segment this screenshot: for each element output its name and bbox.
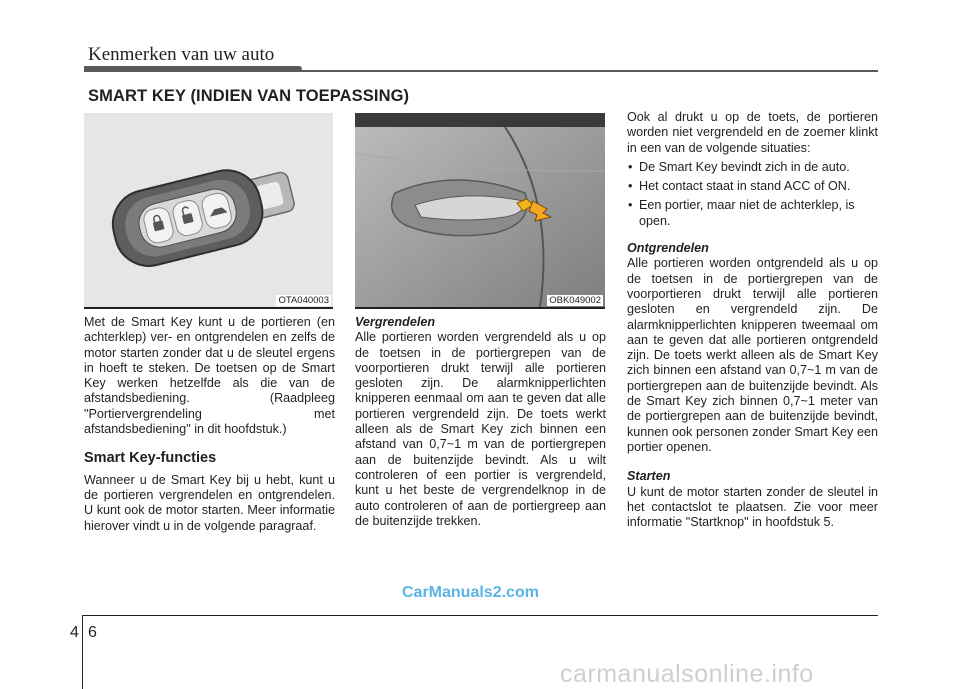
running-header: Kenmerken van uw auto	[88, 44, 275, 65]
figure-code: OTA040003	[278, 295, 329, 306]
functions-heading: Smart Key-functies	[84, 450, 217, 467]
start-paragraph: U kunt de motor starten zonder de sleutel in het contactslot te plaatsen. Zie voor meer informatie "Startknop" in hoofdstuk 5.	[627, 484, 878, 530]
door-handle-figure	[355, 113, 605, 309]
header-rule	[84, 70, 878, 72]
page-number: 6	[88, 624, 97, 641]
column-1	[84, 315, 335, 534]
unlock-paragraph: Alle portieren worden ontgrendeld als u op de toetsen in de portiergrepen van de voorportieren drukt terwijl alle portieren gesloten en vergrendeld zijn. De alarmknipperlichten knipperen tweemaal om aan te geven dat alle portieren ontgrendeld zijn. De toets werkt alleen als de Smart Key zich binnen een afstand van 0,7~1 m van de portiergrepen aan de buitenzijde bevindt. Als de Smart Key zich binnen 0,7~1 meter van de portiergrepen aan de buitenzijde bevindt, kunnen ook personen zonder Smart Key een portier openen.	[627, 256, 878, 454]
column-3	[627, 110, 878, 530]
smart-key-illustration	[84, 113, 333, 307]
footer-divider-vertical	[82, 615, 83, 689]
lock-heading: Vergrendelen	[355, 315, 436, 329]
list-item: • De Smart Key bevindt zich in de auto.	[627, 160, 878, 175]
list-item: • Een portier, maar niet de achterklep, is open.	[627, 198, 878, 229]
watermark-link[interactable]: CarManuals2.com	[402, 584, 539, 601]
chapter-number: 4	[70, 624, 79, 641]
figure-code: OBK049002	[549, 295, 601, 306]
footer-divider	[82, 615, 878, 616]
list-item: • Het contact staat in stand ACC of ON.	[627, 179, 878, 194]
lock-paragraph: Alle portieren worden vergrendeld als u op de toetsen in de portiergrepen van de voorportieren drukt terwijl alle portieren gesloten zijn. De alarmknipperlichten knipperen eenmaal om aan te geven dat alle portieren vergrendeld zijn. De toets werkt alleen als de Smart Key zich binnen een afstand van 0,7~1 m van de portiergrepen aan de buitenzijde bevindt. Als u wilt controleren of een portier is vergrendeld, kunt u het beste de vergrendelknop in de auto controleren of aan de portiergreep aan de buitenzijde trekken.	[355, 330, 606, 528]
unlock-heading: Ontgrendelen	[627, 241, 709, 256]
start-heading: Starten	[627, 469, 671, 484]
section-title: SMART KEY (INDIEN VAN TOEPASSING)	[88, 87, 410, 105]
situation-list	[627, 160, 878, 229]
footer-watermark: carmanualsonline.info	[560, 660, 814, 688]
functions-paragraph: Wanneer u de Smart Key bij u hebt, kunt u de portieren vergrendelen en ontgrendelen. U kunt ook de motor starten. Meer informatie hierover vindt u in de volgende paragraaf.	[84, 472, 335, 533]
column-2	[355, 315, 606, 529]
smart-key-figure	[84, 113, 333, 309]
buzzer-intro: Ook al drukt u op de toets, de portieren worden niet vergrendeld en de zoemer klinkt in een van de volgende situaties:	[627, 110, 878, 155]
door-handle-illustration	[355, 113, 605, 307]
intro-paragraph: Met de Smart Key kunt u de portieren (en achterklep) ver- en ontgrendelen en zelfs de motor starten zonder dat u de sleutel ergens in hoeft te steken. De toetsen op de Smart Key werken hetzelfde als die van de afstandsbediening. (Raadpleeg "Portiervergrendeling met afstandsbediening" in dit hoofdstuk.)	[84, 315, 335, 437]
